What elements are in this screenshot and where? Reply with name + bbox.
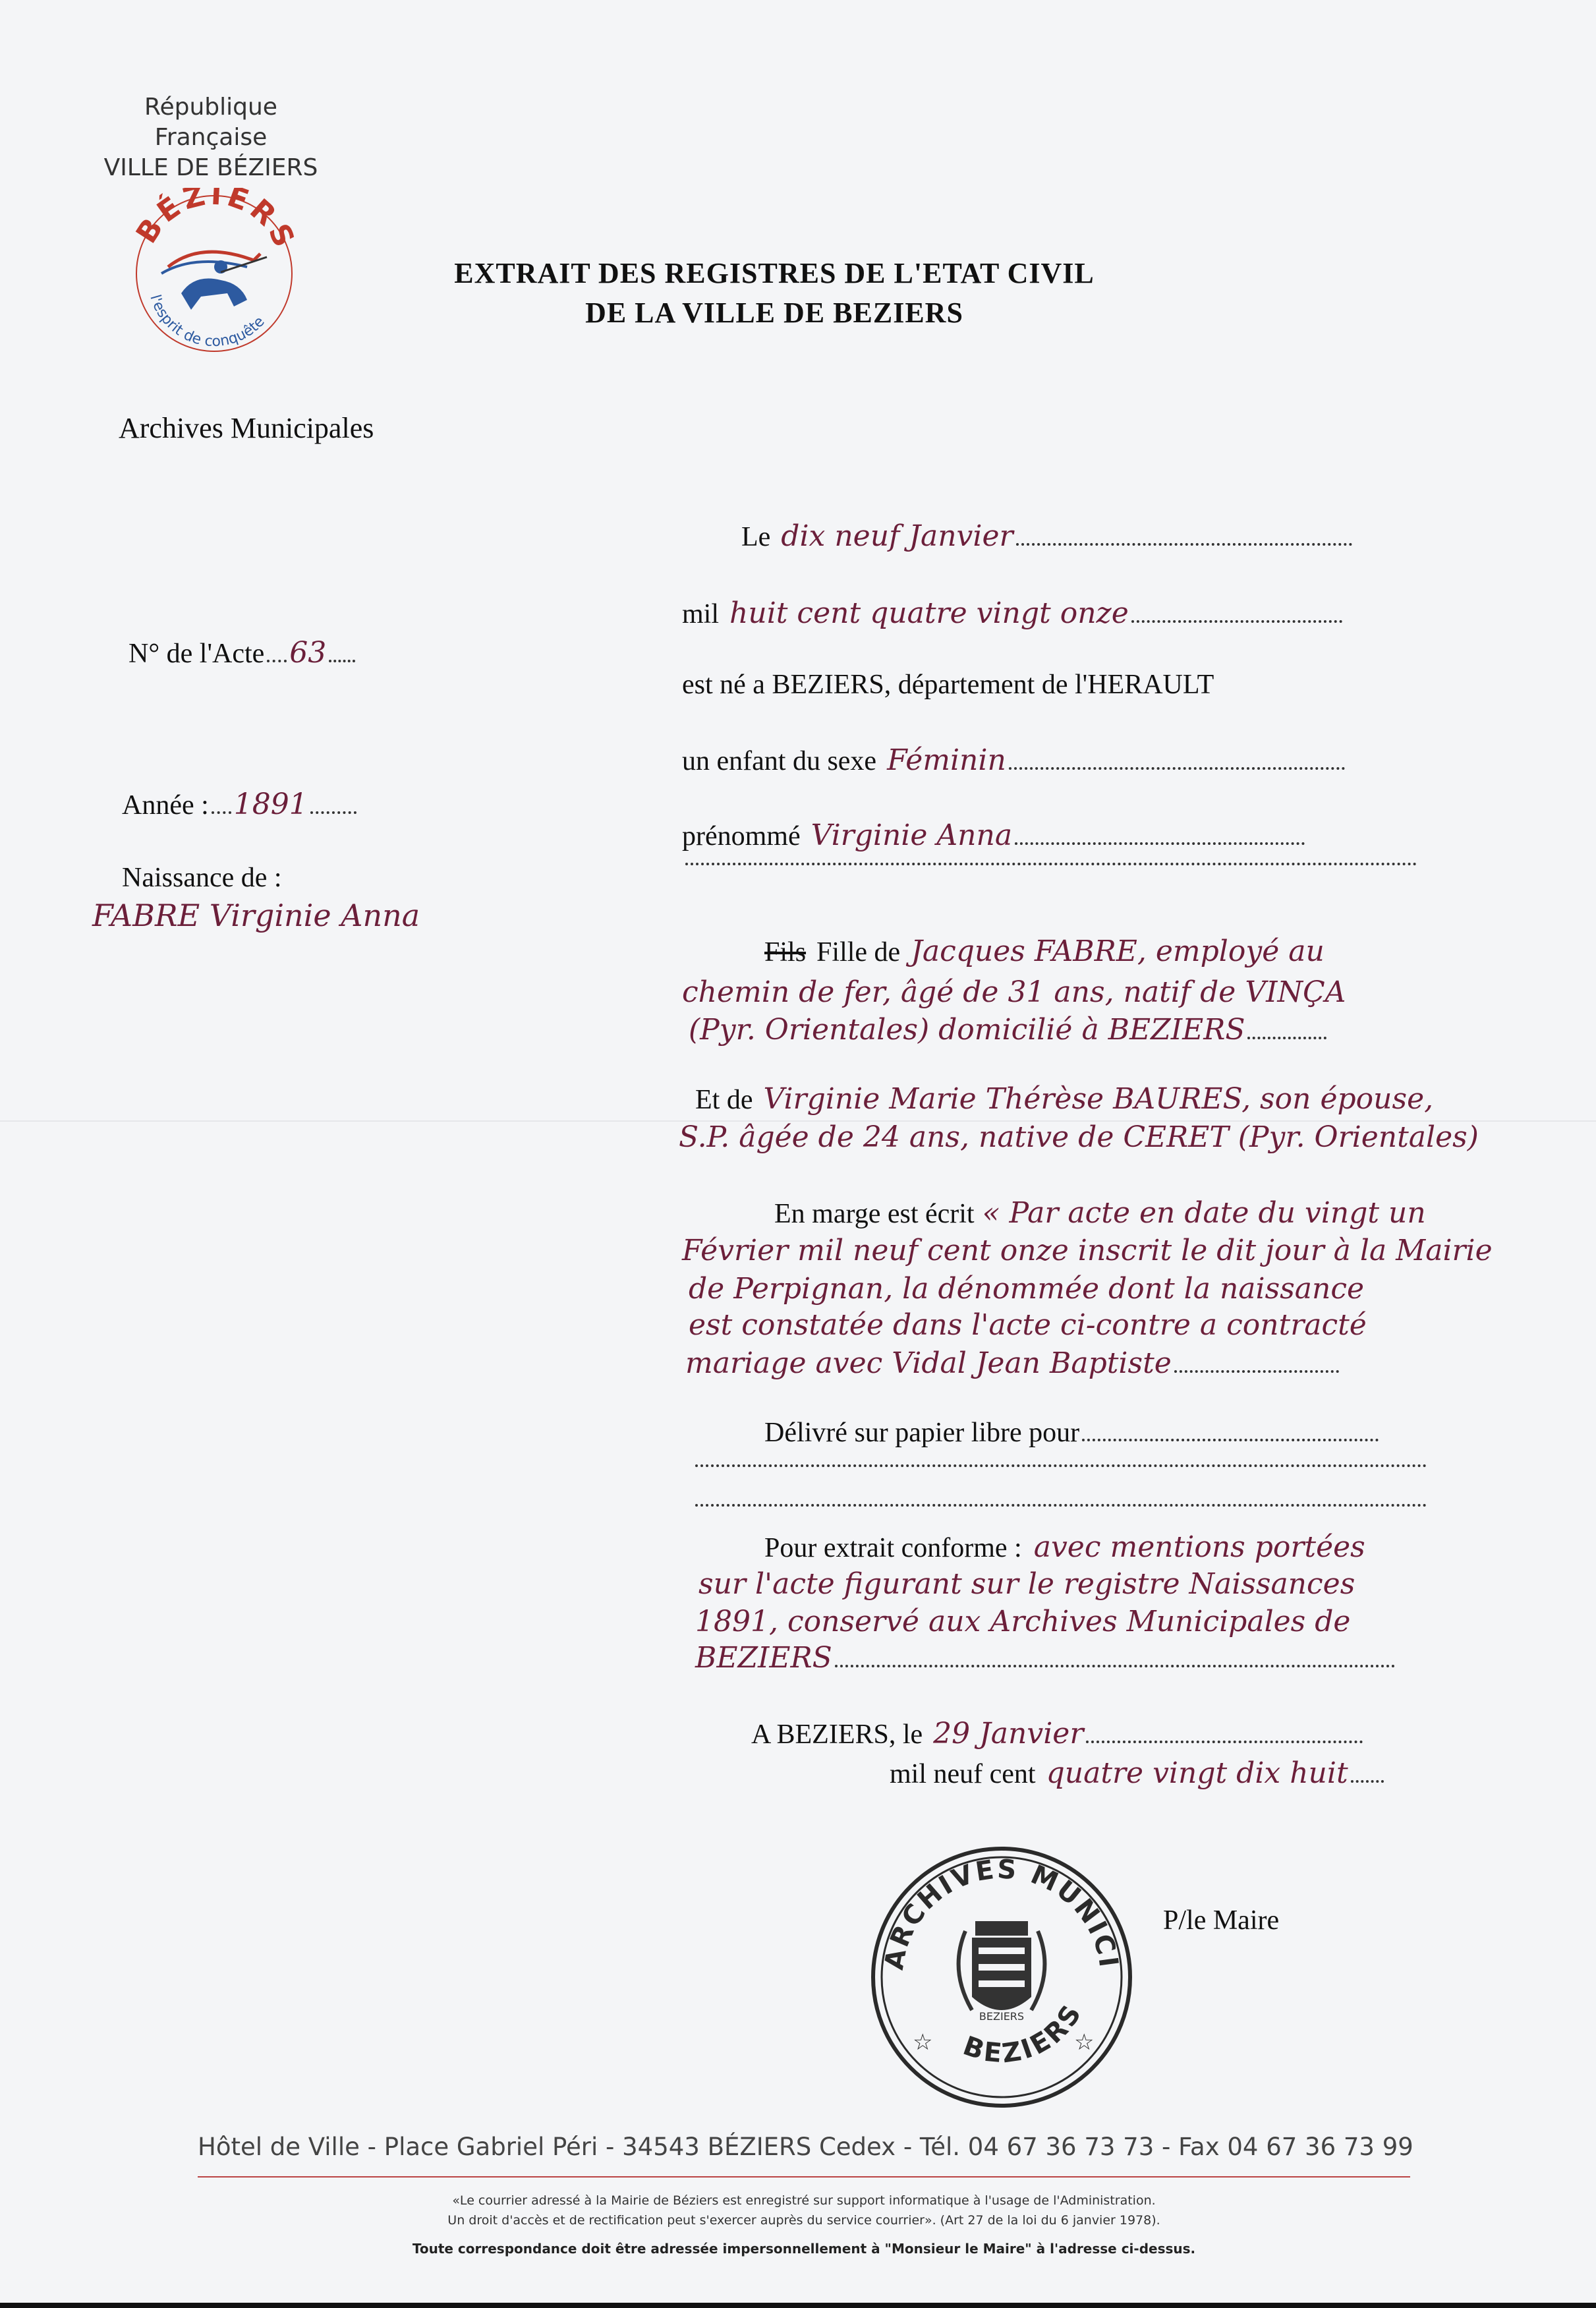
firstname-row [682,819,1305,852]
signature-year-row [890,1756,1384,1790]
mother-line-2: S.P. âgée de 24 ans, native de CERET (Pyr. Orientales) [679,1120,1479,1154]
prenom-value: Virginie Anna [811,819,1013,852]
header-block [92,92,329,183]
stamp-bottom-text: BEZIERS [959,1998,1089,2069]
footer-note-line-1: «Le courrier adressé à la Mairie de Béziers est enregistré sur support informatique à l'usage de l'Administration. [452,2193,1156,2208]
annee-value: 1891 [233,788,308,821]
milneuf-label: mil neuf cent [890,1759,1036,1789]
marge-line-3: de Perpignan, la dénommée dont la naissance [689,1272,1365,1306]
firstname-extra-line [685,857,1417,869]
delivre-label: Délivré sur papier libre pour [764,1418,1080,1448]
naissance-label: Naissance de : [122,863,282,893]
delivre-extra-line-2 [695,1498,1427,1510]
marge-line-5: mariage avec Vidal Jean Baptiste [685,1346,1172,1380]
etde-label: Et de [695,1085,753,1115]
stamp-inner-text: BEZIERS [979,2010,1025,2023]
svg-text:☆: ☆ [913,2031,933,2055]
annee-label: Année : [122,790,209,821]
father-row-3 [689,1013,1326,1047]
maire-label: P/le Maire [1163,1905,1280,1936]
date-row [741,519,1352,553]
document-title [369,254,1180,333]
title-line-1: EXTRAIT DES REGISTRES DE L'ETAT CIVIL [454,257,1095,289]
conforme-label: Pour extrait conforme : [764,1533,1022,1563]
svg-text:BEZIERS [959,1998,1089,2069]
marge-line-4: est constatée dans l'acte ci-contre a contracté [689,1308,1367,1342]
stamp-top-text: ARCHIVES MUNICI [878,1854,1124,1973]
born-statement: est né a BEZIERS, département de l'HERAULT [682,670,1214,700]
conforme-line-1: avec mentions portées [1033,1530,1365,1564]
conforme-row-4 [695,1641,1395,1675]
marge-row-5 [685,1346,1339,1380]
abeziers-label: A BEZIERS, le [751,1719,923,1750]
conforme-row-1 [764,1530,1365,1564]
enfant-label: un enfant du sexe [682,746,877,776]
le-label: Le [741,522,771,552]
abeziers-value: 29 Janvier [933,1717,1084,1750]
year-row [682,596,1342,630]
archives-stamp [857,1832,1147,2122]
father-line-1: Jacques FABRE, employé au [911,935,1325,968]
marge-label: En marge est écrit [774,1199,975,1229]
prenom-label: prénommé [682,821,801,851]
father-row-1 [764,935,1325,968]
le-value: dix neuf Janvier [781,519,1013,553]
naissance-value: FABRE Virginie Anna [92,898,420,933]
footer-note [198,2191,1410,2230]
footer-correspondence-notice: Toute correspondance doit être adressée impersonnellement à "Monsieur le Maire" à l'adresse ci-dessus. [412,2241,1196,2257]
mil-value: huit cent quatre vingt onze [729,596,1129,630]
logo-slogan-text: l'esprit de conquête [146,293,268,351]
mother-row-1 [695,1082,1433,1116]
enfant-value: Féminin [887,743,1006,777]
acte-value: 63 [289,636,327,670]
logo-title-text: BÉZIERS [129,188,303,256]
svg-text:BÉZIERS [130,188,302,256]
father-line-2: chemin de fer, âgé de 31 ans, natif de VINÇA [682,975,1346,1009]
conforme-line-2: sur l'acte figurant sur le registre Naissances [698,1567,1355,1601]
father-line-3: (Pyr. Orientales) domicilié à BEZIERS [689,1013,1245,1047]
fils-label: Fils [764,937,807,967]
svg-text:l'esprit de conquête [146,293,268,350]
footer-address: Hôtel de Ville - Place Gabriel Péri - 34543 BÉZIERS Cedex - Tél. 04 67 36 73 73 - Fax 04 67 36 73 99 [198,2133,1413,2161]
archives-label: Archives Municipales [119,412,374,444]
conforme-line-4: BEZIERS [695,1641,832,1675]
city-text: VILLE DE BÉZIERS [103,154,318,181]
scan-edge [0,2303,1596,2308]
annee-row [122,788,356,821]
mother-line-1: Virginie Marie Thérèse BAURES, son épouse, [763,1082,1434,1116]
footer-divider [198,2176,1410,2178]
svg-text:☆: ☆ [1074,2031,1095,2055]
beziers-logo [122,188,306,359]
delivre-row [764,1417,1379,1449]
footer-note-line-2: Un droit d'accès et de rectification peut s'exercer auprès du service courrier». (Art 27 de la loi du 6 janvier 1978). [447,2213,1160,2228]
republic-text: République Française [144,94,277,151]
marge-line-2: Février mil neuf cent onze inscrit le dit jour à la Mairie [682,1234,1493,1267]
fille-label: Fille de [816,937,901,967]
conforme-line-3: 1891, conservé aux Archives Municipales de [695,1605,1351,1638]
acte-number-row [128,636,355,670]
marge-line-1: « Par acte en date du vingt un [982,1196,1426,1230]
milneuf-value: quatre vingt dix huit [1046,1756,1348,1790]
acte-label: N° de l'Acte [128,639,265,669]
signature-date-row [751,1717,1363,1750]
marge-row-1 [774,1196,1426,1230]
sex-row [682,743,1345,777]
mil-label: mil [682,599,720,629]
delivre-extra-line-1 [695,1458,1427,1470]
title-line-2: DE LA VILLE DE BEZIERS [585,297,963,329]
